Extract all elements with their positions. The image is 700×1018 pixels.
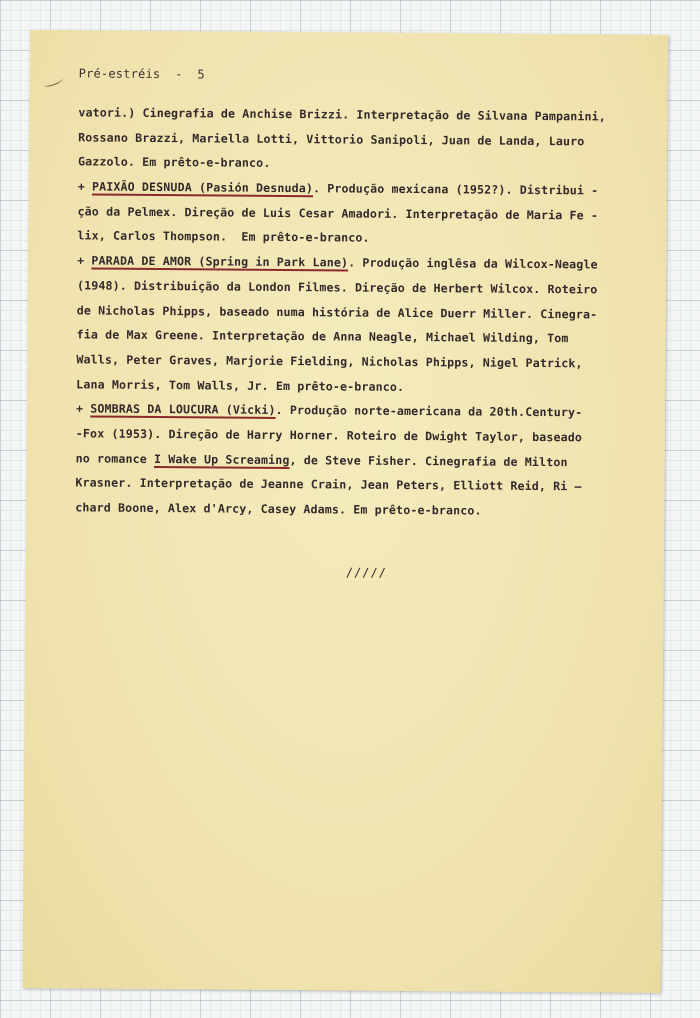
line-segment: (1948). Distribuição da London Filmes. Direção de Herbert Wilcox. Roteiro <box>76 278 598 297</box>
line-segment: no romance <box>75 450 155 466</box>
typewritten-page <box>22 30 668 993</box>
line-segment: fia de Max Greene. Interpretação de Anna Neagle, Michael Wilding, Tom <box>76 327 569 346</box>
underlined-title: SOMBRAS DA LOUCURA (Vicki) <box>90 401 276 418</box>
line-segment: Krasner. Interpretação de Jeanne Crain, Jean Peters, Elliott Reid, Ri — <box>75 475 582 494</box>
line-segment: de Nicholas Phipps, baseado numa história de Alice Duerr Miller. Cinegra- <box>76 302 598 321</box>
line-segment: -Fox (1953). Direção de Harry Horner. Roteiro de Dwight Taylor, baseado <box>75 426 583 445</box>
underlined-title: I Wake Up Screaming <box>154 451 290 467</box>
underlined-title: PAIXÃO DESNUDA (Pasión Desnuda) <box>91 179 314 196</box>
text-line <box>75 495 645 524</box>
page-body <box>75 100 648 524</box>
line-segment: Walls, Peter Graves, Marjorie Fielding, Nicholas Phipps, Nigel Patrick, <box>76 352 583 371</box>
line-segment: , de Steve Fisher. Cinegrafia de Milton <box>289 452 568 469</box>
page-header: Pré-estréis - 5 <box>78 66 205 82</box>
line-segment: . Produção norte-americana da 20th.Century- <box>275 403 583 420</box>
line-segment: vatori.) Cinegrafia de Anchise Brizzi. Interpretação de Silvana Pampanini, <box>78 105 607 124</box>
line-segment: chard Boone, Alex d'Arcy, Casey Adams. Em prêto-e-branco. <box>75 500 482 518</box>
end-mark: ///// <box>345 565 387 580</box>
line-segment: lix, Carlos Thompson. Em prêto-e-branco. <box>77 228 370 246</box>
line-segment: . Produção inglêsa da Wilcox-Neagle <box>348 255 598 272</box>
line-segment: + <box>77 179 93 194</box>
line-segment: Gazzolo. Em prêto-e-branco. <box>77 154 271 171</box>
line-segment: + <box>75 401 91 416</box>
text-line <box>77 273 647 302</box>
pencil-mark <box>43 75 64 88</box>
line-segment: Rossano Brazzi, Mariella Lotti, Vittorio Sanipoli, Juan de Landa, Lauro <box>78 130 585 149</box>
line-segment: . Produção mexicana (1952?). Distribui - <box>313 181 599 198</box>
underlined-title: PARADA DE AMOR (Spring in Park Lane) <box>91 253 349 270</box>
line-segment: ção da Pelmex. Direção de Luis Cesar Amadori. Interpretação de Maria Fe - <box>77 204 599 223</box>
line-segment: + <box>77 253 92 268</box>
line-segment: Lana Morris, Tom Walls, Jr. Em prêto-e-branco. <box>76 376 405 394</box>
